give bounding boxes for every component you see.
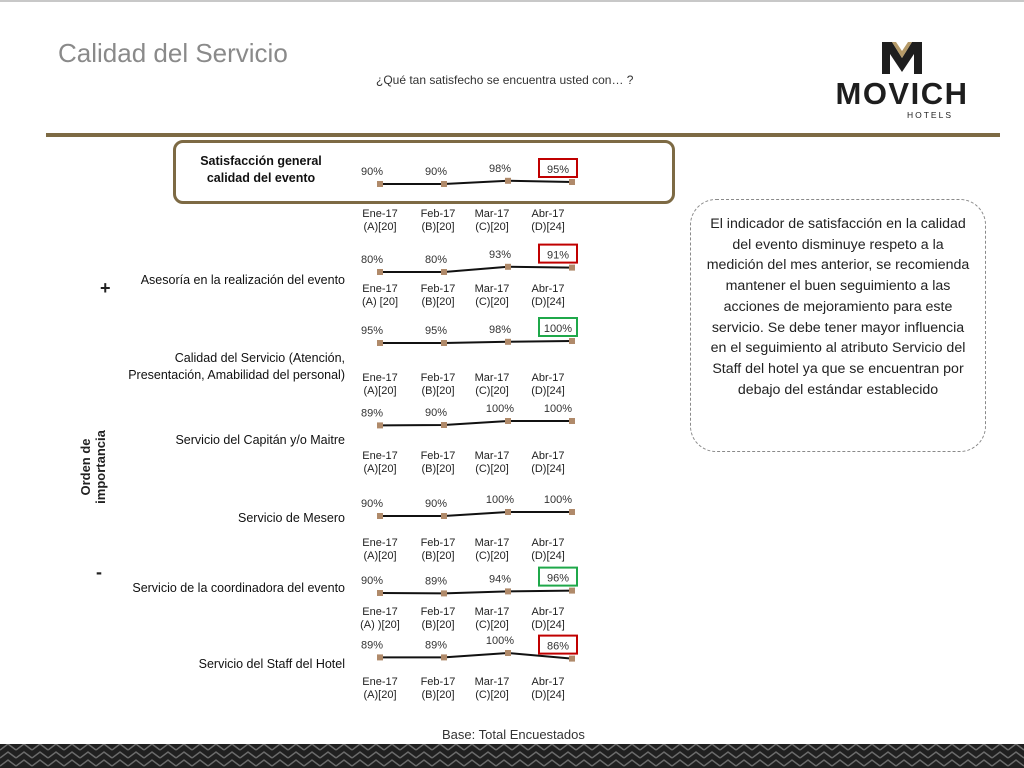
data-point [505,178,511,184]
data-point [569,588,575,594]
series-line [380,267,572,272]
data-label: 89% [360,639,384,652]
data-label: 89% [360,407,384,420]
tick-label: Mar-17 (C)[20] [474,208,510,233]
movich-emblem-icon [882,42,922,74]
data-label: 100% [543,494,573,506]
tick-label: Feb-17 (B)[20] [420,208,456,233]
tick-label: Mar-17 (C)[20] [474,283,510,308]
line-chart [360,403,592,431]
data-point [441,590,447,596]
row-label: Servicio del Staff del Hotel [198,657,345,671]
data-label: 93% [488,248,512,261]
tick-label: Mar-17 (C)[20] [474,606,510,631]
data-point [569,179,575,185]
data-point [505,418,511,424]
line-chart [360,494,592,522]
data-label: 80% [424,254,448,266]
tick-label: Feb-17 (B)[20] [420,283,456,308]
data-point [569,656,575,662]
data-label: 100% [485,494,515,506]
tick-label: Mar-17 (C)[20] [474,372,510,397]
data-point [441,654,447,660]
tick-label: Feb-17 (B)[20] [420,372,456,397]
tick-label: Abr-17 (D)[24] [531,283,565,308]
data-label: 90% [424,498,448,510]
page-subtitle: ¿Qué tan satisfecho se encuentra usted con… ? [376,73,634,87]
page-title: Calidad del Servicio [58,38,288,68]
tick-label: Ene-17 (A)[20] [362,537,398,562]
series-line [380,421,572,425]
data-point [441,513,447,519]
importance-minus: - [96,562,102,582]
data-point [505,588,511,594]
row-label: Servicio del Capitán y/o Maitre [175,433,345,447]
tick-label: Abr-17 (D)[24] [531,450,565,475]
data-point [441,269,447,275]
row-label: Calidad del Servicio (Atención, Presentación, Amabilidad del personal) [128,351,345,382]
data-label: 90% [360,575,384,587]
base-footnote: Base: Total Encuestados [442,727,585,742]
data-point [569,509,575,515]
tick-label: Abr-17 (D)[24] [531,676,565,701]
axis-title: Orden de importancia [78,430,108,504]
data-label: 90% [424,407,448,419]
data-label: 100% [485,635,515,647]
data-point [377,269,383,275]
data-label: 100% [543,403,573,415]
tick-label: Feb-17 (B)[20] [420,606,456,631]
data-point [569,265,575,271]
data-label: 89% [424,575,448,588]
tick-label: Ene-17 (A) )[20] [360,606,400,631]
header-rule [46,133,1000,137]
tick-label: Mar-17 (C)[20] [474,450,510,475]
data-label: 100% [485,403,515,415]
data-point [377,340,383,346]
data-label: 95% [546,164,570,176]
logo-brand: MOVICH [835,76,969,111]
line-chart [360,571,592,599]
row-label: Servicio de Mesero [238,511,345,525]
data-label: 80% [360,254,384,266]
data-label: 96% [546,572,570,585]
tick-label: Ene-17 (A)[20] [362,450,398,475]
tick-label: Ene-17 (A)[20] [362,676,398,701]
data-point [441,181,447,187]
data-point [505,509,511,515]
data-point [505,650,511,656]
data-label: 100% [543,323,573,335]
row-label: Asesoría en la realización del evento [140,273,345,287]
series-line [380,181,572,184]
line-chart [360,323,592,351]
series-line [380,341,572,343]
line-chart [360,246,592,274]
tick-label: Ene-17 (A) [20] [361,283,399,308]
data-label: 95% [360,325,384,337]
insight-note: El indicador de satisfacción en la calidad del evento disminuye respeto a la medición del mes anterior, se recomienda mantener el buen seguimiento a las acciones de mejoramiento para este servicio. Se debe tener mayor influencia en el seguimiento al atributo Servicio del Staff del hotel ya que se encuentran por debajo del estándar establecido [690,199,986,452]
logo-sub: HOTELS [906,110,954,120]
data-label: 98% [488,162,512,175]
data-point [569,338,575,344]
line-chart [360,635,592,663]
tick-label: Abr-17 (D)[24] [531,208,565,233]
data-point [377,422,383,428]
data-point [377,590,383,596]
series-line [380,591,572,594]
tick-label: Abr-17 (D)[24] [531,372,565,397]
data-label: 90% [360,166,384,178]
tick-label: Feb-17 (B)[20] [420,676,456,701]
movich-logo [812,38,992,122]
data-label: 90% [360,498,384,510]
series-line [380,512,572,516]
tick-label: Abr-17 (D)[24] [531,537,565,562]
data-point [569,418,575,424]
tick-label: Feb-17 (B)[20] [420,537,456,562]
data-point [441,422,447,428]
line-chart [360,162,592,190]
data-label: 86% [546,640,570,653]
data-point [377,513,383,519]
tick-label: Mar-17 (C)[20] [474,676,510,701]
decorative-pattern-band [0,744,1024,768]
tick-label: Mar-17 (C)[20] [474,537,510,562]
data-label: 91% [546,249,570,262]
data-point [505,339,511,345]
data-label: 90% [424,166,448,178]
tick-label: Feb-17 (B)[20] [420,450,456,475]
top-border [0,0,1024,2]
row-label: Servicio de la coordinadora del evento [132,581,345,595]
data-point [441,340,447,346]
data-label: 89% [424,639,448,652]
data-point [377,181,383,187]
tick-label: Ene-17 (A)[20] [362,372,398,397]
data-label: 94% [488,573,512,586]
tick-label: Abr-17 (D)[24] [531,606,565,631]
data-point [377,654,383,660]
tick-label: Ene-17 (A)[20] [362,208,398,233]
data-label: 98% [488,323,512,336]
importance-plus: + [100,278,111,298]
data-label: 95% [424,325,448,337]
data-point [505,264,511,270]
row-label: Satisfacción general calidad del evento [200,154,322,185]
